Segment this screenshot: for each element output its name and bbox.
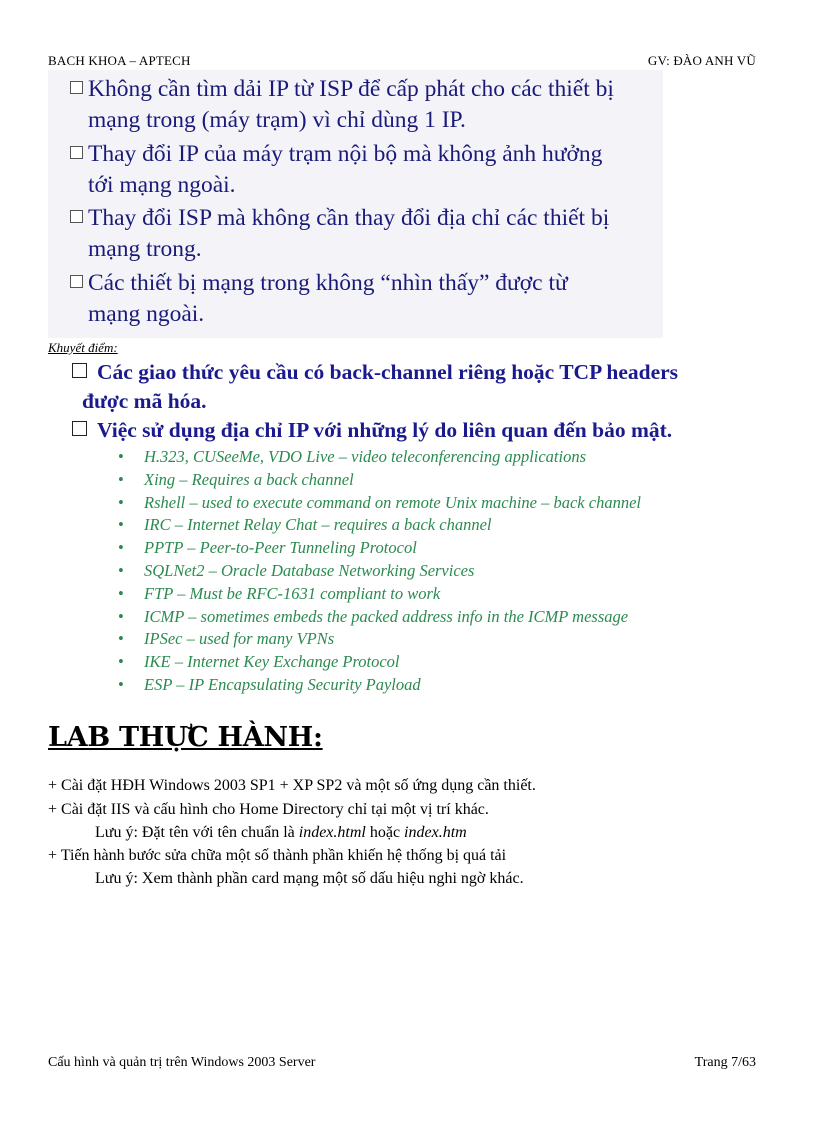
lab-step: + Cài đặt IIS và cấu hình cho Home Directory chỉ tại một vị trí khác. — [48, 801, 489, 818]
list-item: • ICMP – sometimes embeds the packed address info in the ICMP message — [118, 606, 629, 626]
checkbox-square-icon — [70, 146, 83, 159]
bullet-icon: • — [118, 447, 124, 466]
bullet-icon: • — [118, 583, 124, 603]
list-item: • ESP – IP Encapsulating Security Payload — [118, 674, 421, 694]
lab-step: + Tiến hành bước sửa chữa một số thành phần khiến hệ thống bị quá tải — [48, 847, 507, 864]
list-item: • Rshell – used to execute command on remote Unix machine – back channel — [118, 492, 641, 512]
lab-step: + Cài đặt HĐH Windows 2003 SP1 + XP SP2 và một số ứng dụng cần thiết. — [48, 777, 536, 794]
disadvantage-item: Các giao thức yêu cầu có back-channel riêng hoặc TCP headers được mã hóa. — [72, 358, 772, 416]
disadvantage-item: Việc sử dụng địa chỉ IP với những lý do liên quan đến bảo mật. — [72, 416, 772, 445]
bullet-icon: • — [118, 469, 124, 489]
bullet-icon: • — [118, 515, 124, 535]
list-item: • FTP – Must be RFC-1631 compliant to work — [118, 583, 441, 603]
bullet-icon: • — [118, 652, 124, 672]
page-number: Trang 7/63 — [694, 1055, 756, 1070]
list-item: • SQLNet2 – Oracle Database Networking Services — [118, 560, 475, 580]
list-item: • Xing – Requires a back channel — [118, 469, 354, 489]
bullet-icon: • — [118, 560, 124, 580]
application-list — [118, 446, 641, 697]
slide-item: Thay đổi ISP mà không cần thay đổi địa chỉ các thiết bị mạng trong. — [70, 203, 670, 265]
checkbox-square-icon — [72, 363, 87, 378]
checkbox-square-icon — [70, 275, 83, 288]
bullet-icon: • — [118, 492, 124, 512]
list-item: • IKE – Internet Key Exchange Protocol — [118, 652, 400, 672]
checkbox-square-icon — [70, 210, 83, 223]
list-item: • IRC – Internet Relay Chat – requires a back channel — [118, 515, 492, 535]
header-right: GV: ĐÀO ANH VŨ — [647, 53, 756, 68]
header-left: BACH KHOA – APTECH — [48, 53, 191, 68]
list-item: • H.323, CUSeeMe, VDO Live – video teleconferencing applications — [118, 447, 587, 466]
lab-note: Lưu ý: Xem thành phần card mạng một số dấu hiệu nghi ngờ khác. — [95, 870, 524, 887]
bullet-icon: • — [118, 606, 124, 626]
page-footer — [48, 1055, 756, 1071]
page-header — [48, 53, 756, 69]
lab-note: Lưu ý: Đặt tên với tên chuẩn là index.html hoặc index.htm — [95, 824, 467, 841]
checkbox-square-icon — [70, 81, 83, 94]
bullet-icon: • — [118, 629, 124, 649]
list-item: • PPTP – Peer-to-Peer Tunneling Protocol — [118, 538, 417, 558]
disadvantages-label: Khuyết điểm: — [48, 340, 118, 355]
slide-item: Không cần tìm dải IP từ ISP để cấp phát cho các thiết bị mạng trong (máy trạm) vì chỉ dùng 1 IP. — [70, 74, 670, 136]
lab-title: LAB THỰC HÀNH: — [48, 722, 323, 753]
slide-item: Thay đổi IP của máy trạm nội bộ mà không ảnh hưởng tới mạng ngoài. — [70, 139, 670, 201]
checkbox-square-icon — [72, 421, 87, 436]
footer-left: Cấu hình và quản trị trên Windows 2003 Server — [48, 1055, 316, 1070]
slide-item: Các thiết bị mạng trong không “nhìn thấy” được từ mạng ngoài. — [70, 268, 670, 330]
bullet-icon: • — [118, 538, 124, 558]
list-item: • IPSec – used for many VPNs — [118, 629, 335, 649]
bullet-icon: • — [118, 674, 124, 694]
